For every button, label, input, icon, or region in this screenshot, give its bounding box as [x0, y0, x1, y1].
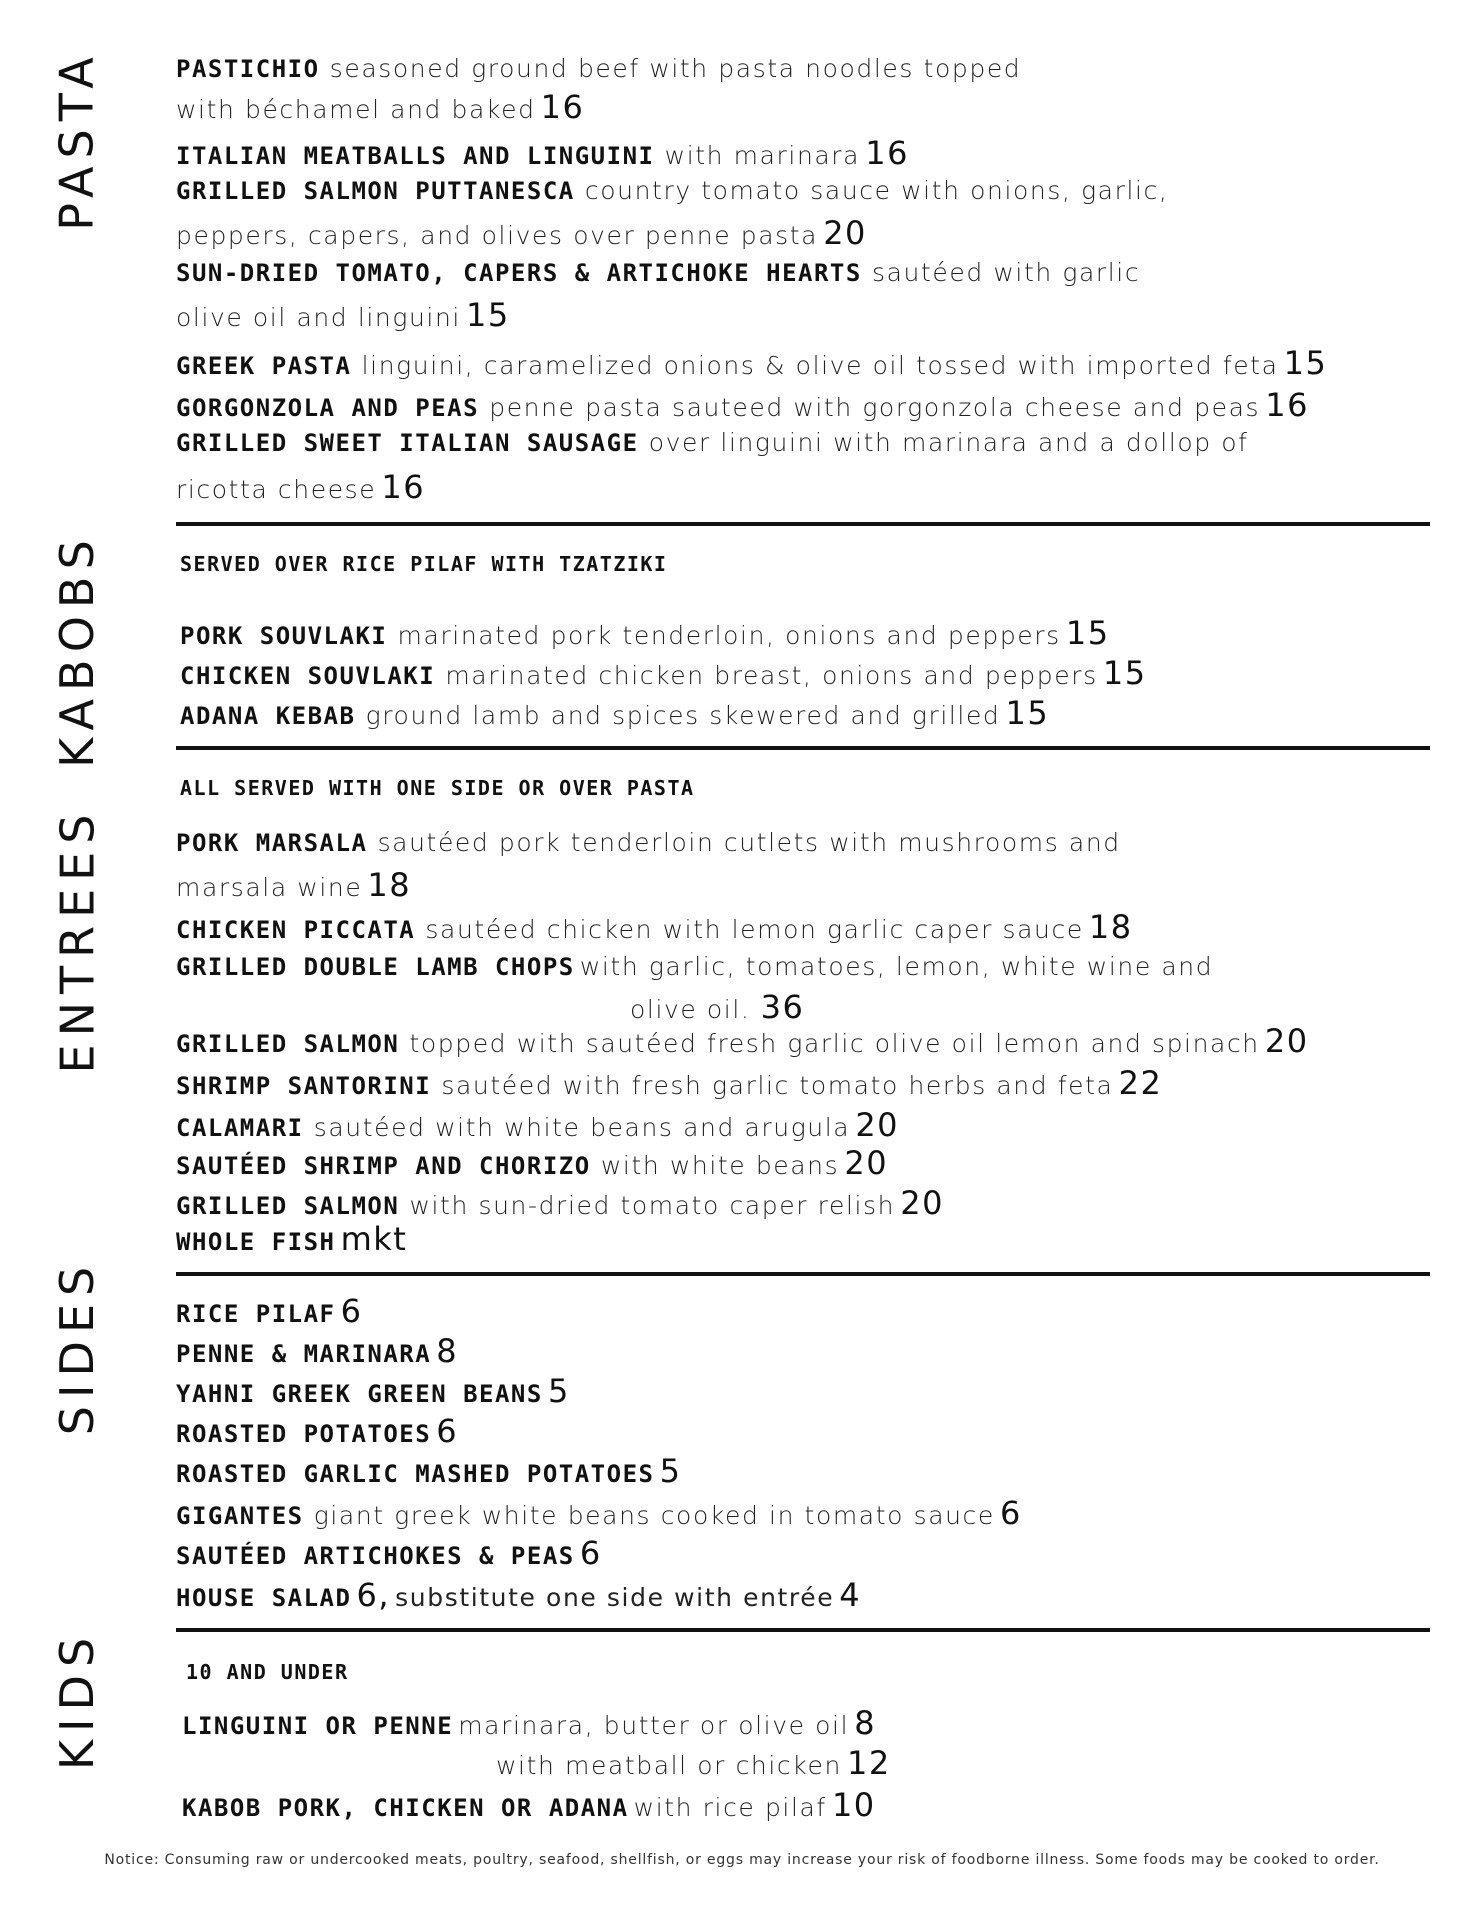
section-divider: [176, 746, 1430, 750]
item-price: 15: [466, 296, 510, 334]
section-label-kids: KIDS: [50, 1629, 105, 1771]
section-label-pasta: PASTA: [50, 49, 104, 231]
item-name: SAUTÉED ARTICHOKES & PEAS: [176, 1542, 575, 1570]
item-description: marsala wine: [176, 873, 363, 902]
item-price: 8: [436, 1332, 459, 1370]
menu-item: [180, 614, 1110, 652]
item-price: 16: [865, 134, 909, 172]
item-name: GRILLED SALMON: [176, 1192, 400, 1220]
item-description: ricotta cheese: [176, 475, 377, 504]
item-price: 15: [1283, 344, 1328, 382]
item-description: linguini, caramelized onions & olive oil tossed with imported feta: [361, 351, 1279, 380]
section-label-sides: SIDES: [50, 1258, 105, 1436]
item-price: 8: [854, 1704, 877, 1742]
item-description: seasoned ground beef with pasta noodles topped: [329, 54, 1022, 83]
item-description: over linguini with marinara and a dollop of: [648, 428, 1249, 457]
section-label-entrees: ENTREES: [50, 806, 104, 1074]
menu-item: [176, 1332, 458, 1370]
menu-item: [176, 344, 1327, 382]
section-label-kabobs: KABOBS: [50, 532, 105, 768]
menu-item: [176, 828, 1121, 857]
menu-item-cont: [176, 468, 425, 506]
menu-item: [176, 1452, 681, 1490]
item-price: 20: [844, 1144, 889, 1182]
item-name: PASTICHIO: [176, 55, 320, 83]
item-description: with garlic, tomatoes, lemon, white wine and: [579, 952, 1214, 981]
item-description: with sun-dried tomato caper relish: [409, 1191, 896, 1220]
menu-item: [182, 1704, 876, 1742]
menu-item: [176, 428, 1249, 457]
item-description: sautéed chicken with lemon garlic caper sauce: [425, 915, 1084, 944]
item-name: GRILLED SWEET ITALIAN SAUSAGE: [176, 429, 639, 457]
item-price: 18: [367, 866, 412, 904]
section-divider: [176, 1628, 1430, 1632]
section-subtitle: ALL SERVED WITH ONE SIDE OR OVER PASTA: [180, 776, 695, 800]
item-price: 6: [579, 1534, 602, 1572]
item-price: 15: [1005, 694, 1050, 732]
menu-item: [176, 1412, 458, 1450]
item-name: GORGONZOLA AND PEAS: [176, 394, 480, 422]
item-description: sautéed with white beans and arugula: [313, 1113, 851, 1142]
item-price: 18: [1088, 908, 1133, 946]
menu-item-cont: [176, 88, 584, 126]
item-name: WHOLE FISH: [176, 1228, 336, 1256]
item-price: mkt: [340, 1220, 408, 1258]
item-price: 15: [1102, 654, 1147, 692]
menu-item: [176, 1220, 407, 1258]
item-name: GRILLED DOUBLE LAMB CHOPS: [176, 953, 575, 981]
item-description: giant greek white beans cooked in tomato sauce: [313, 1501, 995, 1530]
item-name: ITALIAN MEATBALLS AND LINGUINI: [176, 142, 655, 170]
item-name: CHICKEN PICCATA: [176, 916, 416, 944]
section-subtitle: SERVED OVER RICE PILAF WITH TZATZIKI: [180, 552, 668, 576]
item-price: 36: [760, 988, 805, 1026]
menu-item-cont: [630, 988, 804, 1026]
food-safety-notice: Notice: Consuming raw or undercooked meats, poultry, seafood, shellfish, or eggs may increase your risk of foodborne illness. Some foods may be cooked to order.: [104, 1852, 1380, 1868]
menu-item: [176, 908, 1133, 946]
item-name: GIGANTES: [176, 1502, 304, 1530]
item-price: 5: [547, 1372, 570, 1410]
item-name: CALAMARI: [176, 1114, 304, 1142]
item-price: 20: [1264, 1022, 1309, 1060]
item-name: SAUTÉED SHRIMP AND CHORIZO: [176, 1152, 591, 1180]
item-description: marinated chicken breast, onions and peppers: [445, 661, 1098, 690]
menu-item: [176, 1576, 861, 1614]
menu-item: [176, 952, 1213, 981]
item-description: substitute one side with entrée: [395, 1583, 835, 1612]
item-description: sautéed with garlic: [872, 258, 1141, 287]
item-name: PORK MARSALA: [176, 829, 368, 857]
menu-item: [176, 1106, 899, 1144]
item-description: marinara, butter or olive oil: [458, 1711, 850, 1740]
item-name: ROASTED POTATOES: [176, 1420, 432, 1448]
item-name: LINGUINI OR PENNE: [182, 1712, 454, 1740]
item-description: topped with sautéed fresh garlic olive oil lemon and spinach: [409, 1029, 1260, 1058]
item-price: 20: [855, 1106, 900, 1144]
item-description: country tomato sauce with onions, garlic,: [584, 176, 1169, 205]
item-price: 16: [1265, 386, 1309, 424]
item-name: PENNE & MARINARA: [176, 1340, 432, 1368]
menu-item-cont: [496, 1744, 891, 1782]
menu-item: [182, 1786, 876, 1824]
menu-item: [176, 1184, 944, 1222]
menu-item: [176, 1534, 602, 1572]
menu-item: [176, 54, 1021, 83]
item-price: 4: [839, 1576, 862, 1614]
item-price: 6,: [356, 1576, 391, 1614]
item-price: 16: [540, 88, 585, 126]
menu-item-cont: [176, 296, 510, 334]
item-name: HOUSE SALAD: [176, 1584, 352, 1612]
item-price: 6: [999, 1494, 1022, 1532]
menu-item-cont: [176, 866, 411, 904]
item-description: sautéed with fresh garlic tomato herbs and feta: [441, 1071, 1114, 1100]
item-price: 16: [381, 468, 426, 506]
item-name: SHRIMP SANTORINI: [176, 1072, 432, 1100]
item-price: 6: [436, 1412, 459, 1450]
item-price: 10: [831, 1786, 876, 1824]
menu-item: [176, 386, 1309, 424]
item-price: 20: [900, 1184, 944, 1222]
menu-item: [180, 694, 1049, 732]
menu-item: [176, 258, 1140, 287]
item-description: peppers, capers, and olives over penne pasta: [176, 221, 819, 250]
item-description: with white beans: [600, 1151, 840, 1180]
item-price: 5: [659, 1452, 682, 1490]
menu-item: [176, 1144, 888, 1182]
menu-item: [176, 1372, 570, 1410]
item-name: GRILLED SALMON: [176, 1030, 400, 1058]
item-name: GRILLED SALMON PUTTANESCA: [176, 177, 575, 205]
item-description: olive oil.: [630, 995, 751, 1024]
item-price: 22: [1118, 1064, 1163, 1102]
item-description: with béchamel and baked: [176, 95, 536, 124]
menu-item: [176, 1064, 1162, 1102]
menu-item: [180, 654, 1147, 692]
item-name: ADANA KEBAB: [180, 702, 356, 730]
menu-item: [176, 176, 1168, 205]
item-description: sautéed pork tenderloin cutlets with mushrooms and: [377, 828, 1121, 857]
item-description: penne pasta sauteed with gorgonzola cheese and peas: [489, 393, 1261, 422]
section-divider: [176, 522, 1430, 526]
item-description: with meatball or chicken: [496, 1751, 842, 1780]
item-price: 6: [340, 1292, 363, 1330]
item-name: PORK SOUVLAKI: [180, 622, 388, 650]
item-price: 12: [846, 1744, 891, 1782]
item-name: KABOB PORK, CHICKEN OR ADANA: [182, 1794, 629, 1822]
item-name: GREEK PASTA: [176, 352, 352, 380]
menu-item: [176, 134, 909, 172]
menu-item-cont: [176, 214, 867, 252]
item-description: marinated pork tenderloin, onions and peppers: [397, 621, 1061, 650]
item-description: ground lamb and spices skewered and grilled: [365, 701, 1001, 730]
menu-item: [176, 1022, 1309, 1060]
item-name: YAHNI GREEK GREEN BEANS: [176, 1380, 543, 1408]
item-price: 15: [1065, 614, 1110, 652]
item-name: RICE PILAF: [176, 1300, 336, 1328]
item-description: olive oil and linguini: [176, 303, 461, 332]
item-price: 20: [823, 214, 867, 252]
menu-item: [176, 1494, 1022, 1532]
item-description: with rice pilaf: [633, 1793, 827, 1822]
item-name: CHICKEN SOUVLAKI: [180, 662, 436, 690]
section-divider: [176, 1272, 1430, 1276]
menu-item: [176, 1292, 362, 1330]
item-name: SUN-DRIED TOMATO, CAPERS & ARTICHOKE HEARTS: [176, 259, 862, 287]
section-subtitle: 10 AND UNDER: [186, 1660, 349, 1684]
item-name: ROASTED GARLIC MASHED POTATOES: [176, 1460, 655, 1488]
item-description: with marinara: [664, 141, 861, 170]
